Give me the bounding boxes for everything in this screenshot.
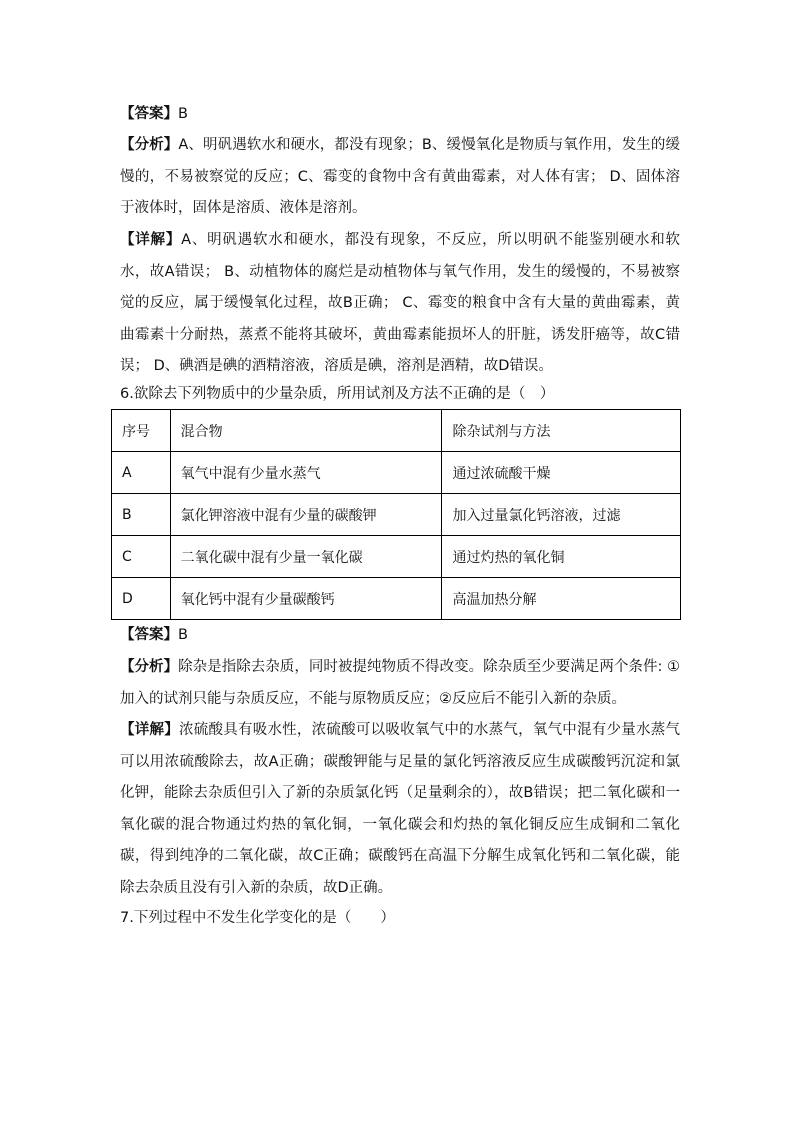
table-row: [112, 536, 681, 578]
table-cell: D: [112, 578, 171, 620]
table-cell: 氧化钙中混有少量碳酸钙: [170, 578, 442, 620]
table-cell: 氧气中混有少量水蒸气: [170, 452, 442, 494]
table-cell: 加入过量氯化钙溶液，过滤: [442, 494, 681, 536]
analysis-tag: 【分析】: [120, 137, 179, 153]
q6-analysis: [120, 652, 680, 715]
answer-value: B: [178, 627, 188, 643]
header-cell: 除杂试剂与方法: [442, 410, 681, 452]
q6-answer: [120, 620, 680, 652]
q6-stem: 6.欲除去下列物质中的少量杂质，所用试剂及方法不正确的是（ ）: [120, 386, 555, 402]
q6-options-table: [111, 409, 681, 620]
answer-tag: 【答案】: [120, 627, 178, 643]
table-cell: 高温加热分解: [442, 578, 681, 620]
analysis-text: 除杂是指除去杂质，同时被提纯物质不得改变。除杂质至少要满足两个条件: ①加入的试剂只能与杂质反应，不能与原物质反应；②反应后不能引入新的杂质。: [120, 659, 680, 707]
detail-tag: 【详解】: [120, 232, 182, 248]
table-header-row: [112, 410, 681, 452]
table-cell: 通过浓硫酸干燥: [442, 452, 681, 494]
table-row: [112, 578, 681, 620]
table-cell: C: [112, 536, 171, 578]
q6-detail: [120, 715, 680, 904]
table-cell: 氯化钾溶液中混有少量的碳酸钾: [170, 494, 442, 536]
analysis-tag: 【分析】: [120, 659, 179, 675]
answer-value: B: [178, 106, 188, 122]
header-cell: 混合物: [170, 410, 442, 452]
table-row: [112, 452, 681, 494]
analysis-text: A、明矾遇软水和硬水，都没有现象；B、缓慢氧化是物质与氧作用，发生的缓慢的，不易被察觉的反应；C、霉变的食物中含有黄曲霉素，对人体有害； D、固体溶于液体时，固体是溶质、液体是溶剂。: [120, 137, 681, 216]
q7-stem: 7.下列过程中不发生化学变化的是（ ）: [120, 910, 395, 926]
detail-text: 浓硫酸具有吸水性，浓硫酸可以吸收氧气中的水蒸气，氧气中混有少量水蒸气可以用浓硫酸除去，故A正确；碳酸钾能与足量的氯化钙溶液反应生成碳酸钙沉淀和氯化钾，能除去杂质但引入了新的杂质氯化钙（足量剩余的），故B错误；把二氧化碳和一氧化碳的混合物通过灼热的氧化铜，一氧化碳会和灼热的氧化铜反应生成铜和二氧化碳，得到纯净的二氧化碳，故C正确；碳酸钙在高温下分解生成氧化钙和二氧化碳，能除去杂质且没有引入新的杂质，故D正确。: [120, 722, 681, 896]
q5-analysis: [120, 130, 680, 225]
table-cell: A: [112, 452, 171, 494]
detail-text: A、明矾遇软水和硬水，都没有现象，不反应，所以明矾不能鉴别硬水和软水，故A错误； B、动植物体的腐烂是动植物体与氧气作用，发生的缓慢的，不易被察觉的反应，属于缓慢氧化过程，故B正确； C、霉变的粮食中含有大量的黄曲霉素，黄曲霉素十分耐热，蒸煮不能将其破坏，黄曲霉素能损坏人的肝脏，诱发肝癌等，故C错误； D、碘酒是碘的酒精溶液，溶质是碘，溶剂是酒精，故D错误。: [120, 232, 680, 374]
table-cell: 通过灼热的氧化铜: [442, 536, 681, 578]
answer-tag: 【答案】: [120, 106, 178, 122]
table-cell: 二氧化碳中混有少量一氧化碳: [170, 536, 442, 578]
detail-tag: 【详解】: [120, 722, 179, 738]
q5-detail: [120, 225, 680, 383]
table-row: [112, 494, 681, 536]
table-cell: B: [112, 494, 171, 536]
q5-answer: [120, 99, 680, 131]
header-cell: 序号: [112, 410, 171, 452]
